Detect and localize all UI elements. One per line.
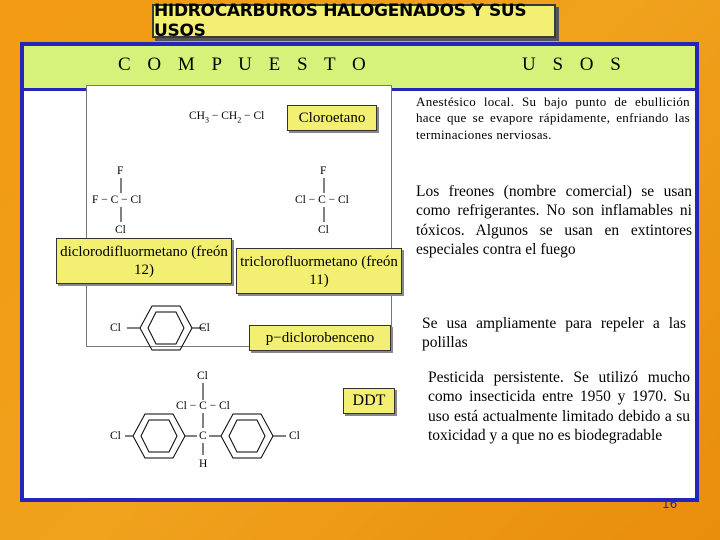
ddt-top-cl: Cl bbox=[197, 370, 208, 382]
ddt-label: DDT bbox=[343, 388, 395, 414]
use-cloroetano: Anestésico local. Su bajo punto de ebullición hace que se evapore rápidamente, enfriando las terminaciones nerviosas. bbox=[416, 94, 690, 142]
benzene-inner-ring bbox=[148, 312, 184, 344]
page-title: HIDROCARBUROS HALOGENADOS Y SUS USOS bbox=[152, 4, 556, 38]
cloroetano-formula: $CH_3 - CH_2 - Cl$ bbox=[189, 110, 265, 125]
header-compuesto: C O M P U E S T O bbox=[118, 54, 372, 75]
ddt-c: C bbox=[199, 430, 207, 442]
pdcb-cl-right: Cl bbox=[199, 322, 210, 334]
header-usos: U S O S bbox=[522, 54, 627, 75]
pdcb-cl-left: Cl bbox=[110, 322, 121, 334]
freon12-mid: F − C − Cl bbox=[92, 194, 142, 206]
ddt-left-cl: Cl bbox=[110, 430, 121, 442]
freon11-top-f: F bbox=[320, 165, 327, 177]
ddt-h: H bbox=[199, 458, 208, 470]
ddt-right-cl: Cl bbox=[289, 430, 300, 442]
use-ddt: Pesticida persistente. Se utilizó mucho como insecticida entre 1950 y 1970. Su uso está actualmente limitado debido a su toxicidad y a que no es biodegradable bbox=[428, 369, 690, 445]
freon11-bottom: Cl bbox=[318, 224, 329, 236]
page-number: 16 bbox=[662, 497, 678, 511]
freon12-bottom: Cl bbox=[115, 224, 126, 236]
freon12-label: diclorodifluormetano (freón 12) bbox=[56, 238, 232, 284]
freon11-label: triclorofluormetano (freón 11) bbox=[236, 248, 402, 294]
pdcb-label: p−diclorobenceno bbox=[249, 325, 391, 351]
ddt-middle: Cl − C − Cl bbox=[176, 400, 230, 412]
cloroetano-label: Cloroetano bbox=[287, 105, 377, 131]
use-freones: Los freones (nombre comercial) se usan como refrigerantes. No son inflamables ni tóxicos. Algunos se usan en extintores especiales contra el fuego bbox=[416, 183, 692, 259]
uses-panel bbox=[398, 86, 696, 496]
freon11-mid: Cl − C − Cl bbox=[295, 194, 349, 206]
use-pdcb: Se usa ampliamente para repeler a las polillas bbox=[422, 315, 686, 352]
freon12-top-f: F bbox=[117, 165, 124, 177]
